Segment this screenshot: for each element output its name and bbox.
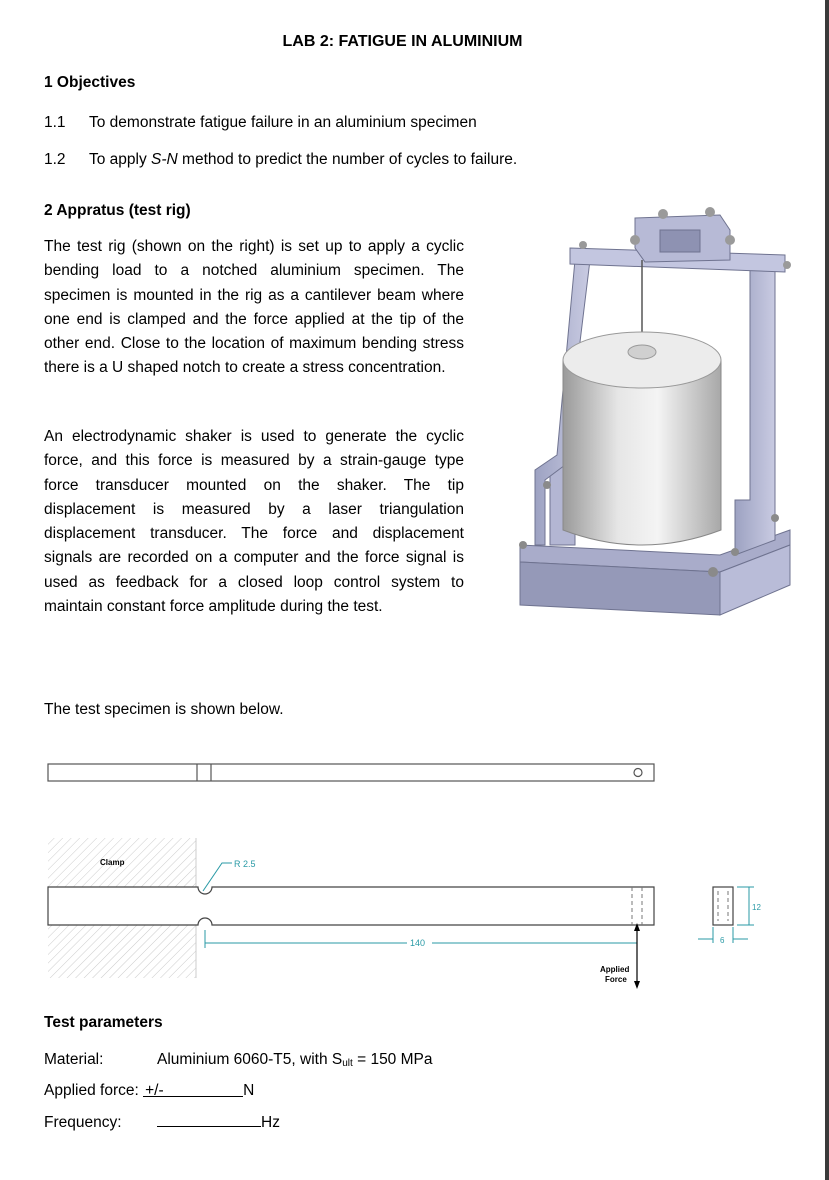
material-value-pre: Aluminium 6060-T5, with S: [157, 1051, 343, 1068]
objective-item-2: [44, 151, 517, 169]
specimen-side-view: [40, 835, 770, 995]
frequency-unit: Hz: [261, 1114, 280, 1131]
test-rig-illustration: [505, 200, 805, 620]
specimen-intro: The test specimen is shown below.: [44, 701, 284, 718]
applied-force-row: [44, 1082, 254, 1100]
load-hole: [634, 769, 642, 777]
frequency-blank[interactable]: [157, 1112, 261, 1127]
objective-text-post: method to predict the number of cycles to failure.: [177, 151, 518, 168]
frequency-label: Frequency:: [44, 1114, 122, 1131]
clamp-label: Clamp: [100, 858, 125, 867]
applied-force-blank[interactable]: [143, 1082, 243, 1097]
material-value-post: = 150 MPa: [352, 1051, 433, 1068]
objective-text-pre: To apply: [89, 151, 152, 168]
page-title: LAB 2: FATIGUE IN ALUMINIUM: [282, 33, 523, 50]
applied-force-label: Applied force:: [44, 1082, 139, 1099]
apparatus-heading: 2 Appratus (test rig): [44, 202, 191, 219]
apparatus-paragraph-2: An electrodynamic shaker is used to generate the cyclic force, and this force is measured by a strain-gauge type force transducer mounted on the shaker. The tip displacement is measured by a laser triangulation displacement transducer. The force and displacement signals are recorded on a computer and the force signal is used as feedback for a closed loop control system to maintain constant force amplitude during the test.: [44, 428, 464, 616]
cross-section: [713, 887, 733, 925]
width-label: 6: [720, 936, 725, 945]
objective-number: 1.1: [44, 114, 66, 131]
objective-number: 1.2: [44, 151, 66, 168]
applied-force-unit: N: [243, 1082, 255, 1099]
material-label: Material:: [44, 1051, 104, 1068]
objective-text-emphasis: S-N: [151, 151, 178, 168]
objective-text: To demonstrate fatigue failure in an aluminium specimen: [89, 114, 477, 131]
material-row: [44, 1051, 432, 1069]
page-edge: [825, 0, 829, 1180]
material-subscript: ult: [342, 1058, 353, 1069]
frequency-row: [44, 1112, 280, 1132]
force-label-1: Applied: [600, 965, 630, 974]
test-parameters-heading: Test parameters: [44, 1014, 163, 1031]
length-label: 140: [410, 938, 426, 948]
applied-force-prefix: +/-: [145, 1082, 164, 1099]
objectives-heading: 1 Objectives: [44, 74, 136, 91]
specimen-beam: [48, 887, 654, 925]
height-label: 12: [752, 903, 761, 912]
objective-item-1: [44, 114, 477, 132]
force-label-2: Force: [605, 975, 627, 984]
apparatus-paragraph-1: The test rig (shown on the right) is set up to apply a cyclic bending load to a notched aluminium specimen. The specimen is mounted in the rig as a cantilever beam where one end is clamped and the force applied at the tip of the other end. Close to the location of maximum bending stress there is a U shaped notch to create a stress concentration.: [44, 238, 464, 377]
specimen-top-view: [40, 760, 665, 786]
radius-label: R 2.5: [234, 859, 256, 869]
specimen-top-outline: [48, 764, 654, 781]
